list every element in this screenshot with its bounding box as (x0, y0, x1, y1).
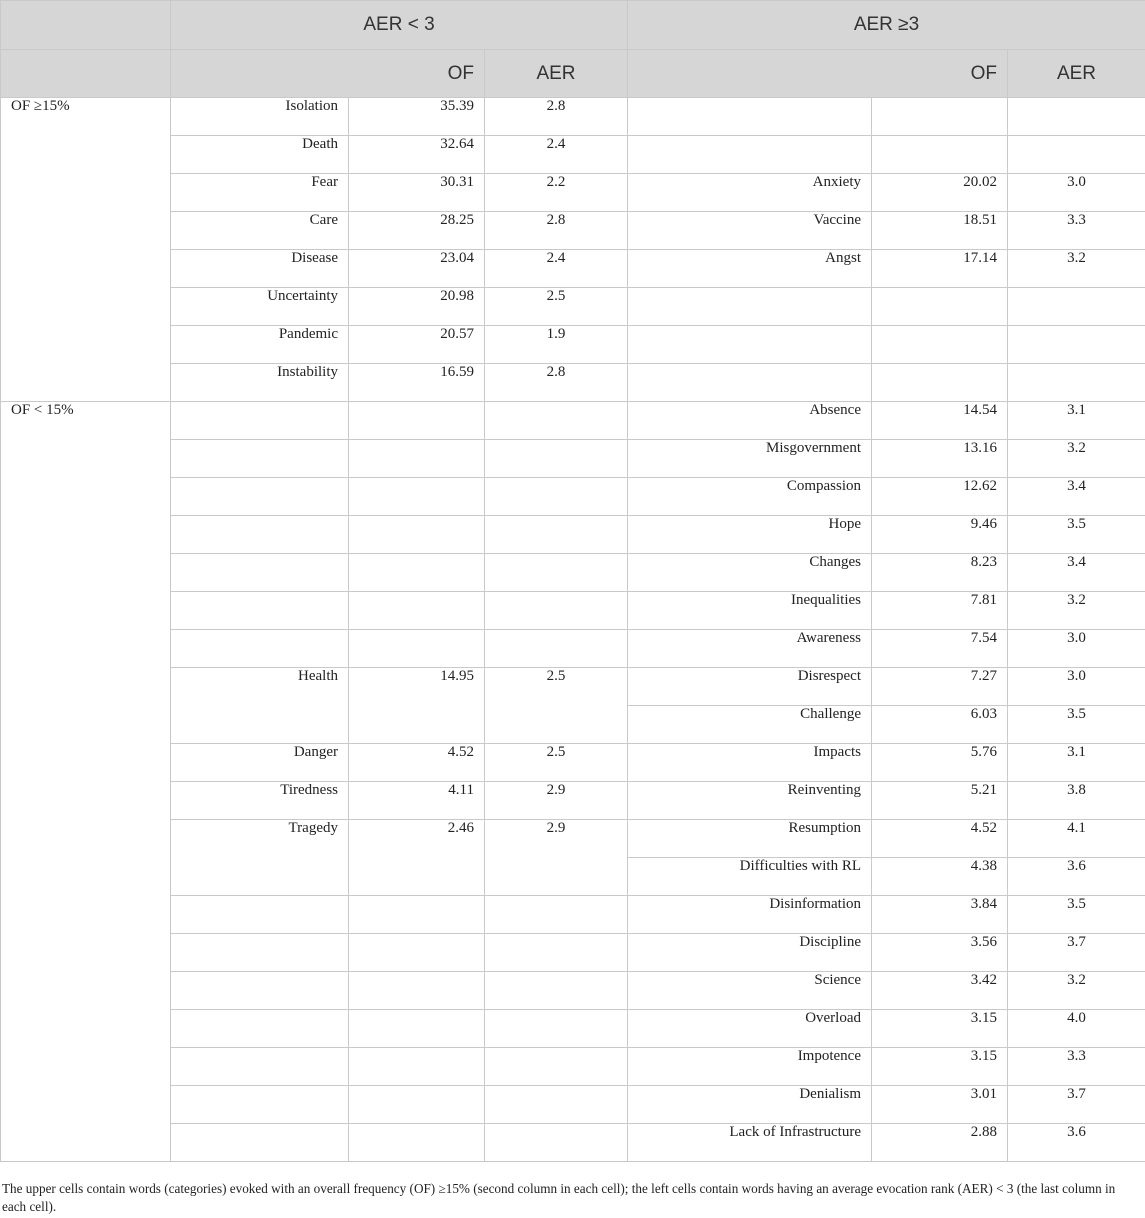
upper-right-word-cell (628, 136, 872, 174)
table-row (1, 1124, 1145, 1162)
table-row (1, 136, 1145, 174)
empty-cell (349, 1048, 485, 1086)
empty-cell (485, 592, 628, 630)
lower-left-aer-cell: 2.9 (485, 782, 628, 820)
lower-right-of-cell: 13.16 (872, 440, 1008, 478)
upper-left-of-cell: 32.64 (349, 136, 485, 174)
table-row (1, 478, 1145, 516)
header-corner-2 (1, 50, 171, 98)
row-group-high-of: OF ≥15% (1, 98, 171, 402)
upper-left-aer-cell: 2.8 (485, 98, 628, 136)
empty-cell (485, 402, 628, 440)
table-row (1, 1048, 1145, 1086)
lower-right-of-cell: 14.54 (872, 402, 1008, 440)
lower-right-aer-cell: 4.0 (1008, 1010, 1145, 1048)
table-row (1, 972, 1145, 1010)
empty-cell (485, 972, 628, 1010)
empty-cell (349, 1086, 485, 1124)
upper-right-word-cell: Anxiety (628, 174, 872, 212)
lower-left-word-cell: Danger (171, 744, 349, 782)
lower-right-aer-cell: 4.1 (1008, 820, 1145, 858)
empty-cell (171, 478, 349, 516)
empty-cell (171, 896, 349, 934)
table-row (1, 1010, 1145, 1048)
empty-cell (349, 972, 485, 1010)
lower-right-aer-cell: 3.0 (1008, 630, 1145, 668)
header-corner (1, 1, 171, 50)
upper-right-of-cell (872, 364, 1008, 402)
upper-left-aer-cell: 2.4 (485, 250, 628, 288)
upper-right-of-cell: 18.51 (872, 212, 1008, 250)
table-row (1, 516, 1145, 554)
table-row (1, 592, 1145, 630)
lower-right-of-cell: 5.21 (872, 782, 1008, 820)
empty-cell (349, 630, 485, 668)
lower-left-of-cell: 2.46 (349, 820, 485, 896)
lower-right-aer-cell: 3.2 (1008, 972, 1145, 1010)
table-row (1, 402, 1145, 440)
upper-right-word-cell: Vaccine (628, 212, 872, 250)
upper-left-of-cell: 23.04 (349, 250, 485, 288)
lower-right-aer-cell: 3.2 (1008, 592, 1145, 630)
lower-right-word-cell: Challenge (628, 706, 872, 744)
upper-right-word-cell (628, 326, 872, 364)
table-row (1, 820, 1145, 858)
empty-cell (349, 896, 485, 934)
upper-left-aer-cell: 2.8 (485, 212, 628, 250)
upper-right-word-cell (628, 288, 872, 326)
empty-cell (171, 592, 349, 630)
lower-right-aer-cell: 3.5 (1008, 516, 1145, 554)
lower-right-word-cell: Misgovernment (628, 440, 872, 478)
upper-left-of-cell: 16.59 (349, 364, 485, 402)
empty-cell (485, 896, 628, 934)
empty-cell (171, 934, 349, 972)
upper-left-of-cell: 20.57 (349, 326, 485, 364)
lower-right-aer-cell: 3.4 (1008, 554, 1145, 592)
lower-right-of-cell: 3.15 (872, 1048, 1008, 1086)
upper-left-word-cell: Fear (171, 174, 349, 212)
empty-cell (349, 934, 485, 972)
lower-right-aer-cell: 3.3 (1008, 1048, 1145, 1086)
lower-right-of-cell: 4.52 (872, 820, 1008, 858)
lower-right-word-cell: Hope (628, 516, 872, 554)
empty-cell (485, 554, 628, 592)
table-row (1, 934, 1145, 972)
upper-left-of-cell: 35.39 (349, 98, 485, 136)
upper-right-word-cell: Angst (628, 250, 872, 288)
lower-right-word-cell: Disrespect (628, 668, 872, 706)
empty-cell (485, 440, 628, 478)
upper-right-of-cell: 17.14 (872, 250, 1008, 288)
lower-left-of-cell: 4.11 (349, 782, 485, 820)
lower-left-aer-cell: 2.5 (485, 668, 628, 744)
empty-cell (171, 1086, 349, 1124)
upper-left-word-cell: Death (171, 136, 349, 174)
lower-right-word-cell: Discipline (628, 934, 872, 972)
upper-right-word-cell (628, 364, 872, 402)
lower-right-of-cell: 4.38 (872, 858, 1008, 896)
upper-left-word-cell: Care (171, 212, 349, 250)
upper-right-word-cell (628, 98, 872, 136)
table-row (1, 326, 1145, 364)
lower-right-of-cell: 12.62 (872, 478, 1008, 516)
upper-right-aer-cell: 3.3 (1008, 212, 1145, 250)
lower-right-aer-cell: 3.4 (1008, 478, 1145, 516)
upper-left-of-cell: 28.25 (349, 212, 485, 250)
header-group-low-aer: AER < 3 (171, 1, 628, 50)
lower-right-aer-cell: 3.6 (1008, 858, 1145, 896)
lower-right-of-cell: 2.88 (872, 1124, 1008, 1162)
lower-right-of-cell: 8.23 (872, 554, 1008, 592)
lower-right-of-cell: 7.54 (872, 630, 1008, 668)
lower-left-of-cell: 14.95 (349, 668, 485, 744)
lower-right-of-cell: 6.03 (872, 706, 1008, 744)
empty-cell (485, 934, 628, 972)
table-row (1, 174, 1145, 212)
upper-right-aer-cell: 3.2 (1008, 250, 1145, 288)
lower-right-of-cell: 3.15 (872, 1010, 1008, 1048)
empty-cell (349, 440, 485, 478)
upper-left-aer-cell: 2.5 (485, 288, 628, 326)
table-row (1, 630, 1145, 668)
table-row (1, 744, 1145, 782)
upper-left-word-cell: Isolation (171, 98, 349, 136)
lower-right-aer-cell: 3.7 (1008, 934, 1145, 972)
empty-cell (485, 1086, 628, 1124)
lower-right-word-cell: Compassion (628, 478, 872, 516)
upper-right-of-cell: 20.02 (872, 174, 1008, 212)
table-row (1, 1086, 1145, 1124)
lower-left-aer-cell: 2.9 (485, 820, 628, 896)
lower-right-aer-cell: 3.2 (1008, 440, 1145, 478)
upper-left-of-cell: 20.98 (349, 288, 485, 326)
upper-right-of-cell (872, 288, 1008, 326)
lower-right-word-cell: Changes (628, 554, 872, 592)
empty-cell (485, 1124, 628, 1162)
table-body (1, 98, 1145, 1162)
lower-left-of-cell: 4.52 (349, 744, 485, 782)
empty-cell (171, 1048, 349, 1086)
lower-right-of-cell: 3.01 (872, 1086, 1008, 1124)
table-row (1, 668, 1145, 706)
upper-left-aer-cell: 2.4 (485, 136, 628, 174)
empty-cell (349, 592, 485, 630)
empty-cell (349, 478, 485, 516)
upper-left-word-cell: Disease (171, 250, 349, 288)
empty-cell (171, 440, 349, 478)
lower-right-word-cell: Denialism (628, 1086, 872, 1124)
empty-cell (349, 402, 485, 440)
lower-right-of-cell: 3.42 (872, 972, 1008, 1010)
lower-left-word-cell: Health (171, 668, 349, 744)
empty-cell (171, 630, 349, 668)
table-caption: The upper cells contain words (categories) evoked with an overall frequency (OF) ≥15% (second column in each cell); the left cells contain words having an average evocation rank (AER) < 3 (the last column in each cell). (2, 1181, 1116, 1214)
empty-cell (485, 630, 628, 668)
upper-right-aer-cell (1008, 364, 1145, 402)
empty-cell (171, 516, 349, 554)
lower-right-word-cell: Impotence (628, 1048, 872, 1086)
empty-cell (349, 1010, 485, 1048)
empty-cell (171, 554, 349, 592)
upper-left-word-cell: Instability (171, 364, 349, 402)
upper-left-word-cell: Uncertainty (171, 288, 349, 326)
lower-right-of-cell: 3.56 (872, 934, 1008, 972)
lower-right-aer-cell: 3.5 (1008, 706, 1145, 744)
upper-left-aer-cell: 2.2 (485, 174, 628, 212)
lower-right-word-cell: Reinventing (628, 782, 872, 820)
upper-right-of-cell (872, 136, 1008, 174)
lower-right-of-cell: 7.27 (872, 668, 1008, 706)
empty-cell (485, 516, 628, 554)
upper-right-aer-cell (1008, 288, 1145, 326)
table-row (1, 896, 1145, 934)
header-aer-high: AER (1008, 50, 1145, 98)
lower-right-word-cell: Resumption (628, 820, 872, 858)
lower-right-aer-cell: 3.1 (1008, 744, 1145, 782)
upper-right-of-cell (872, 98, 1008, 136)
table-row (1, 554, 1145, 592)
header-of-high: OF (628, 50, 1008, 98)
lower-right-aer-cell: 3.7 (1008, 1086, 1145, 1124)
lower-left-word-cell: Tiredness (171, 782, 349, 820)
upper-left-word-cell: Pandemic (171, 326, 349, 364)
lower-right-word-cell: Inequalities (628, 592, 872, 630)
table-row (1, 782, 1145, 820)
upper-right-aer-cell: 3.0 (1008, 174, 1145, 212)
table-row (1, 98, 1145, 136)
empty-cell (349, 1124, 485, 1162)
lower-right-aer-cell: 3.0 (1008, 668, 1145, 706)
lower-right-word-cell: Awareness (628, 630, 872, 668)
upper-right-aer-cell (1008, 98, 1145, 136)
table-row (1, 250, 1145, 288)
lower-right-of-cell: 9.46 (872, 516, 1008, 554)
empty-cell (171, 402, 349, 440)
row-group-low-of: OF < 15% (1, 402, 171, 1162)
lower-right-aer-cell: 3.6 (1008, 1124, 1145, 1162)
header-of-low: OF (171, 50, 485, 98)
lower-right-word-cell: Absence (628, 402, 872, 440)
upper-left-of-cell: 30.31 (349, 174, 485, 212)
empty-cell (485, 1048, 628, 1086)
lower-left-word-cell: Tragedy (171, 820, 349, 896)
upper-right-aer-cell (1008, 136, 1145, 174)
header-group-high-aer: AER ≥3 (628, 1, 1145, 50)
lower-right-aer-cell: 3.5 (1008, 896, 1145, 934)
lower-right-word-cell: Overload (628, 1010, 872, 1048)
empty-cell (349, 554, 485, 592)
empty-cell (485, 478, 628, 516)
lower-right-word-cell: Lack of Infrastructure (628, 1124, 872, 1162)
table-row (1, 440, 1145, 478)
table-row (1, 364, 1145, 402)
empty-cell (171, 1010, 349, 1048)
upper-right-aer-cell (1008, 326, 1145, 364)
upper-right-of-cell (872, 326, 1008, 364)
empty-cell (171, 1124, 349, 1162)
lower-right-of-cell: 7.81 (872, 592, 1008, 630)
empty-cell (485, 1010, 628, 1048)
header-aer-low: AER (485, 50, 628, 98)
upper-left-aer-cell: 2.8 (485, 364, 628, 402)
empty-cell (349, 516, 485, 554)
table-row (1, 212, 1145, 250)
lower-right-word-cell: Difficulties with RL (628, 858, 872, 896)
lower-right-word-cell: Impacts (628, 744, 872, 782)
lower-right-aer-cell: 3.8 (1008, 782, 1145, 820)
lower-right-word-cell: Science (628, 972, 872, 1010)
lower-right-aer-cell: 3.1 (1008, 402, 1145, 440)
empty-cell (171, 972, 349, 1010)
lower-right-of-cell: 5.76 (872, 744, 1008, 782)
lower-left-aer-cell: 2.5 (485, 744, 628, 782)
lower-right-of-cell: 3.84 (872, 896, 1008, 934)
table-row (1, 288, 1145, 326)
upper-left-aer-cell: 1.9 (485, 326, 628, 364)
lower-right-word-cell: Disinformation (628, 896, 872, 934)
